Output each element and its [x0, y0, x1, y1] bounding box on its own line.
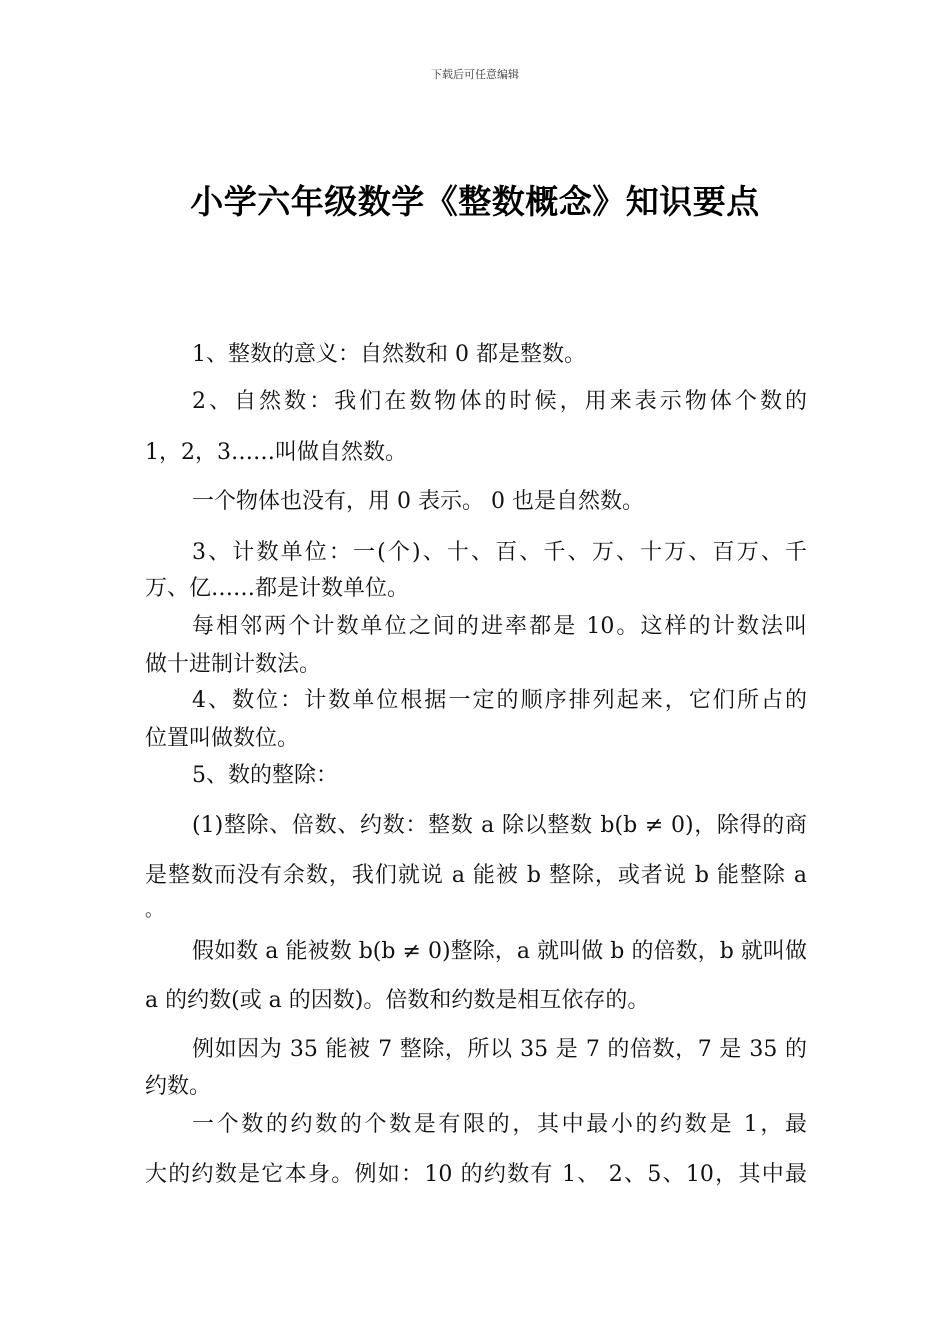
paragraph-line: (1)整除、倍数、约数：整数 a 除以整数 b(b ≠ 0)，除得的商 [192, 813, 807, 838]
paragraph-line: 一个物体也没有，用 0 表示。 0 也是自然数。 [192, 489, 644, 514]
paragraph-line: 是整数而没有余数，我们就说 a 能被 b 整除，或者说 b 能整除 a [145, 863, 807, 888]
paragraph-line: a 的约数(或 a 的因数)。倍数和约数是相互依存的。 [145, 988, 650, 1013]
paragraph-line: 3、计数单位：一(个)、十、百、千、万、十万、百万、千 [192, 540, 807, 565]
paragraph-line: 2、自然数：我们在数物体的时候，用来表示物体个数的 [192, 389, 807, 414]
paragraph-line: 假如数 a 能被数 b(b ≠ 0)整除，a 就叫做 b 的倍数，b 就叫做 [192, 939, 807, 964]
paragraph-line: 一个数的约数的个数是有限的，其中最小的约数是 1，最 [192, 1112, 807, 1137]
paragraph-line: 1、整数的意义：自然数和 0 都是整数。 [192, 342, 586, 367]
paragraph-line: 4、数位：计数单位根据一定的顺序排列起来，它们所占的 [192, 688, 807, 713]
paragraph-line: 万、亿……都是计数单位。 [145, 576, 410, 601]
paragraph-line: 。 [145, 900, 163, 921]
paragraph-line: 位置叫做数位。 [145, 726, 300, 751]
document-title: 小学六年级数学《整数概念》知识要点 [190, 182, 760, 221]
paragraph-line: 1，2，3……叫做自然数。 [145, 440, 407, 465]
paragraph-line: 做十进制计数法。 [145, 652, 322, 677]
paragraph-line: 约数。 [145, 1074, 212, 1099]
page-header: 下载后可任意编辑 [431, 68, 519, 81]
paragraph-line: 每相邻两个计数单位之间的进率都是 10。这样的计数法叫 [192, 614, 807, 639]
paragraph-line: 大的约数是它本身。例如：10 的约数有 1、 2、5、10，其中最 [145, 1162, 807, 1187]
paragraph-line: 5、数的整除： [192, 763, 338, 788]
paragraph-line: 例如因为 35 能被 7 整除，所以 35 是 7 的倍数，7 是 35 的 [192, 1037, 807, 1062]
